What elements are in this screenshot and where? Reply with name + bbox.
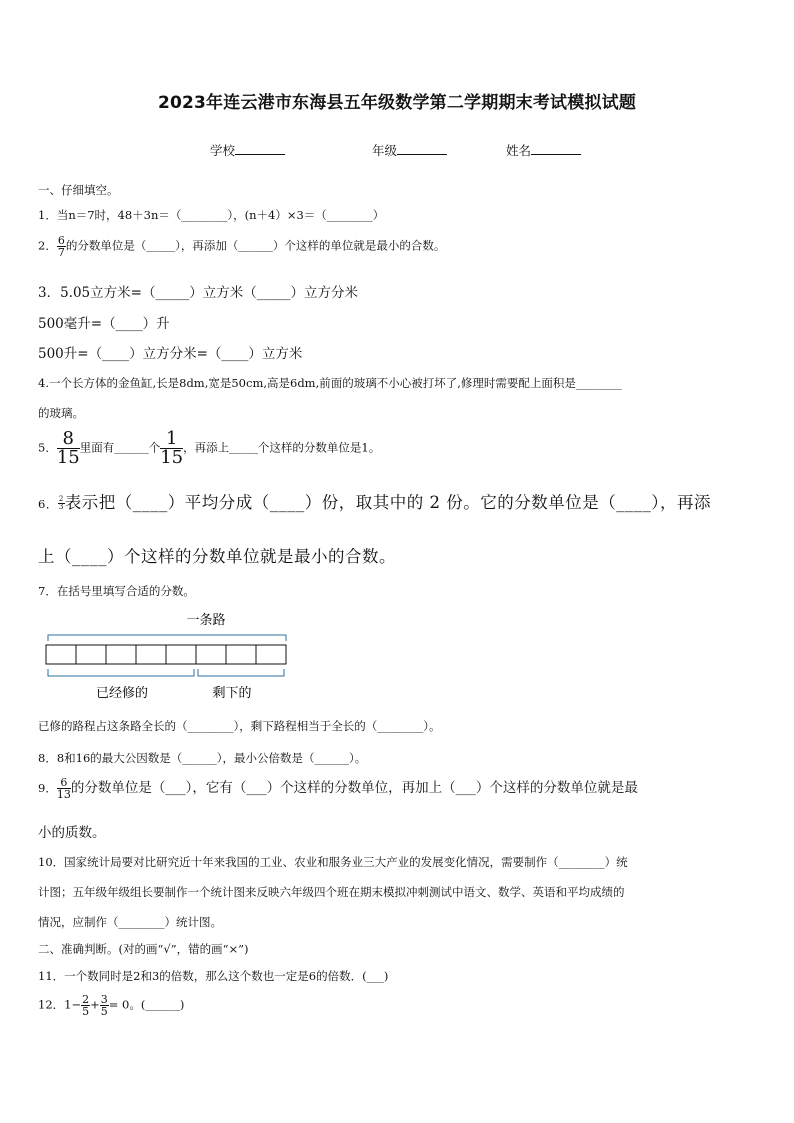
numerator: 6	[57, 777, 71, 789]
denominator: 7	[57, 246, 65, 259]
repaired-label: 已经修的	[95, 686, 149, 701]
question-6-line-1	[38, 489, 711, 513]
fraction-6-7	[57, 235, 66, 258]
road-label: 一条路	[186, 613, 226, 628]
school-blank[interactable]	[235, 142, 285, 155]
question-10-line-3: 情况，应制作（________）统计图。	[38, 915, 222, 929]
remaining-brace	[198, 669, 284, 676]
numerator: 6	[57, 234, 65, 247]
question-1: 1．当n＝7时，48＋3n＝（________），(n＋4）×3＝（________）	[38, 208, 385, 222]
question-6-number: 6．	[38, 497, 58, 511]
grade-label: 年级	[372, 143, 398, 158]
question-12-text: = 0。(______)	[108, 997, 185, 1012]
question-10-line-2: 计图；五年级年级组长要制作一个统计图来反映六年级四个班在期末模拟冲刺测试中语文、数学、英语和平均成绩的	[38, 885, 625, 899]
question-2-text: 的分数单位是（_____），再添加（______）个这样的单位就是最小的合数。	[65, 238, 446, 253]
denominator: 5	[100, 1005, 108, 1018]
question-9-text: 的分数单位是（___），它有（___）个这样的分数单位，再加上（___）个这样的分数单位就是最	[70, 780, 638, 796]
fraction-2-5	[81, 994, 90, 1017]
numerator: 1	[160, 430, 183, 449]
question-4-line-1: 4.一个长方体的金鱼缸,长是8dm,宽是50cm,高是6dm,前面的玻璃不小心被打坏了,修理时需要配上面积是________	[38, 376, 622, 390]
question-3-line-3: 500升=（____）立方分米=（____）立方米	[38, 346, 303, 362]
grade-field	[372, 141, 447, 159]
road-diagram	[40, 605, 300, 705]
question-9-number: 9．	[38, 781, 57, 795]
grade-blank[interactable]	[397, 142, 447, 155]
name-field	[506, 141, 581, 159]
fraction-2-3	[58, 496, 65, 511]
page-title: 2023年连云港市东海县五年级数学第二学期期末考试模拟试题	[157, 93, 637, 113]
question-5-text-1: 里面有______个	[79, 440, 161, 455]
question-6-line-2: 上（____）个这样的分数单位就是最小的合数。	[38, 547, 396, 566]
question-12-number: 12．	[38, 997, 65, 1012]
numerator: 8	[57, 430, 80, 449]
remaining-label: 剩下的	[212, 686, 252, 701]
fraction-3-5	[100, 994, 109, 1017]
question-9-line-2: 小的质数。	[38, 825, 106, 841]
question-7: 7．在括号里填写合适的分数。	[38, 584, 195, 598]
question-4-line-2: 的玻璃。	[38, 406, 84, 420]
denominator: 15	[56, 447, 80, 468]
fraction-8-15	[57, 430, 80, 467]
question-7-answer-line: 已修的路程占这条路全长的（________），剩下路程相当于全长的（________）。	[38, 719, 441, 733]
fraction-1-15	[160, 430, 183, 467]
question-2-number: 2．	[38, 238, 57, 253]
school-label: 学校	[210, 143, 236, 158]
school-field	[210, 141, 285, 159]
section-2-heading: 二、准确判断。(对的画“√”，错的画“×”)	[38, 942, 249, 956]
top-brace	[48, 635, 286, 641]
name-blank[interactable]	[531, 142, 581, 155]
denominator: 5	[82, 1005, 90, 1018]
section-1-heading: 一、仔细填空。	[38, 183, 119, 197]
numerator: 2	[58, 495, 64, 503]
question-2	[38, 235, 445, 258]
question-6-text: 表示把（____）平均分成（____）份，取其中的 2 份。它的分数单位是（____），再添	[64, 493, 712, 512]
question-5-text-2: ，再添上_____个这样的分数单位是1。	[183, 440, 381, 455]
plus-sign: +	[90, 997, 100, 1012]
question-3-line-1: 3．5.05立方米=（_____）立方米（_____）立方分米	[38, 285, 358, 301]
repaired-brace	[48, 669, 194, 676]
question-12	[38, 994, 184, 1017]
question-9-line-1	[38, 776, 638, 800]
question-8: 8．8和16的最大公因数是（______），最小公倍数是（______）。	[38, 751, 367, 765]
question-12-prefix: 1−	[64, 997, 82, 1012]
name-label: 姓名	[506, 143, 532, 158]
fraction-6-13	[57, 777, 71, 800]
question-3-line-2: 500毫升=（____）升	[38, 316, 170, 332]
denominator: 13	[56, 788, 71, 801]
question-11: 11．一个数同时是2和3的倍数，那么这个数也一定是6的倍数．(___)	[38, 969, 389, 983]
numerator: 2	[82, 993, 90, 1006]
numerator: 3	[100, 993, 108, 1006]
denominator: 15	[160, 447, 184, 468]
question-5	[38, 430, 380, 467]
denominator: 3	[58, 503, 64, 511]
question-10-line-1: 10．国家统计局要对比研究近十年来我国的工业、农业和服务业三大产业的发展变化情况，需要制作（________）统	[38, 855, 628, 869]
question-5-number: 5．	[38, 440, 57, 455]
